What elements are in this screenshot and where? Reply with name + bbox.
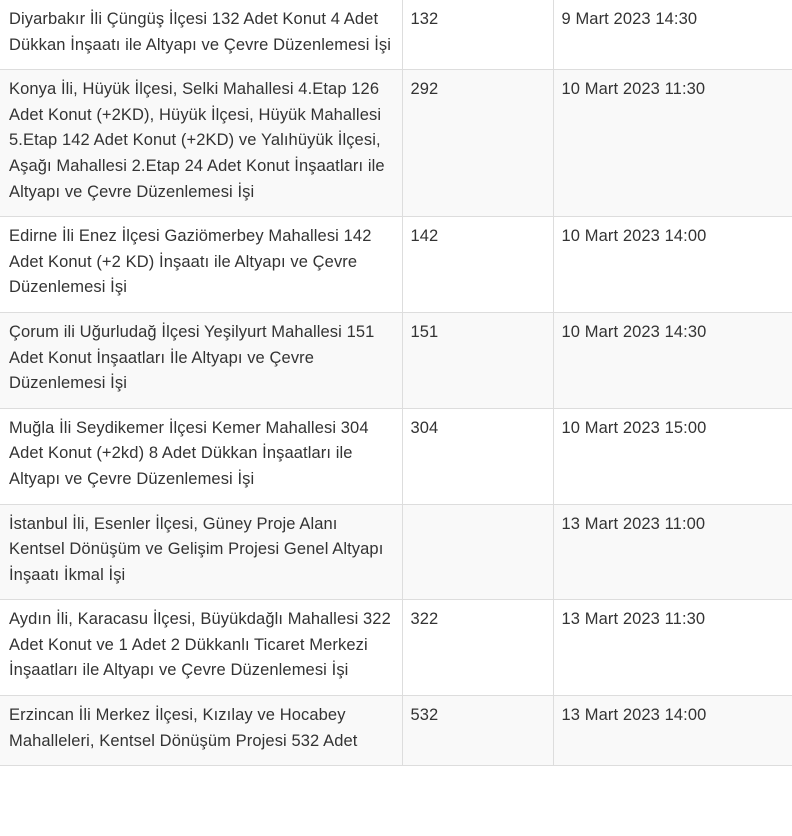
unit-count-cell: 132 <box>402 0 553 70</box>
project-cell: Aydın İli, Karacasu İlçesi, Büyükdağlı Mahallesi 322 Adet Konut ve 1 Adet 2 Dükkanlı Ticaret Merkezi İnşaatları ile Altyapı ve Çevre Düzenlemesi İşi <box>0 600 402 696</box>
table-row <box>0 312 792 408</box>
unit-count-cell: 304 <box>402 408 553 504</box>
tender-date-cell: 10 Mart 2023 14:30 <box>553 312 792 408</box>
table-row <box>0 600 792 696</box>
project-cell: Muğla İli Seydikemer İlçesi Kemer Mahallesi 304 Adet Konut (+2kd) 8 Adet Dükkan İnşaatları ile Altyapı ve Çevre Düzenlemesi İşi <box>0 408 402 504</box>
project-cell: Konya İli, Hüyük İlçesi, Selki Mahallesi 4.Etap 126 Adet Konut (+2KD), Hüyük İlçesi, Hüyük Mahallesi 5.Etap 142 Adet Konut (+2KD) ve Yalıhüyük İlçesi, Aşağı Mahallesi 2.Etap 24 Adet Konut İnşaatları ile Altyapı ve Çevre Düzenlemesi İşi <box>0 70 402 217</box>
unit-count-cell: 322 <box>402 600 553 696</box>
unit-count-cell: 142 <box>402 217 553 313</box>
unit-count-cell: 151 <box>402 312 553 408</box>
tender-date-cell: 10 Mart 2023 14:00 <box>553 217 792 313</box>
project-cell: Çorum ili Uğurludağ İlçesi Yeşilyurt Mahallesi 151 Adet Konut İnşaatları İle Altyapı ve Çevre Düzenlemesi İşi <box>0 312 402 408</box>
table-row <box>0 70 792 217</box>
table-row <box>0 217 792 313</box>
table-row <box>0 696 792 766</box>
tender-date-cell: 13 Mart 2023 11:30 <box>553 600 792 696</box>
tender-date-cell: 10 Mart 2023 11:30 <box>553 70 792 217</box>
unit-count-cell: 532 <box>402 696 553 766</box>
tender-date-cell: 13 Mart 2023 14:00 <box>553 696 792 766</box>
project-cell: Diyarbakır İli Çüngüş İlçesi 132 Adet Konut 4 Adet Dükkan İnşaatı ile Altyapı ve Çevre Düzenlemesi İşi <box>0 0 402 70</box>
tender-date-cell: 10 Mart 2023 15:00 <box>553 408 792 504</box>
tender-date-cell: 13 Mart 2023 11:00 <box>553 504 792 600</box>
project-cell: Erzincan İli Merkez İlçesi, Kızılay ve Hocabey Mahalleleri, Kentsel Dönüşüm Projesi 532 Adet <box>0 696 402 766</box>
project-cell: İstanbul İli, Esenler İlçesi, Güney Proje Alanı Kentsel Dönüşüm ve Gelişim Projesi Genel Altyapı İnşaatı İkmal İşi <box>0 504 402 600</box>
table-row <box>0 408 792 504</box>
table-row <box>0 0 792 70</box>
unit-count-cell <box>402 504 553 600</box>
project-cell: Edirne İli Enez İlçesi Gaziömerbey Mahallesi 142 Adet Konut (+2 KD) İnşaatı ile Altyapı ve Çevre Düzenlemesi İşi <box>0 217 402 313</box>
unit-count-cell: 292 <box>402 70 553 217</box>
tender-date-cell: 9 Mart 2023 14:30 <box>553 0 792 70</box>
table-row <box>0 504 792 600</box>
